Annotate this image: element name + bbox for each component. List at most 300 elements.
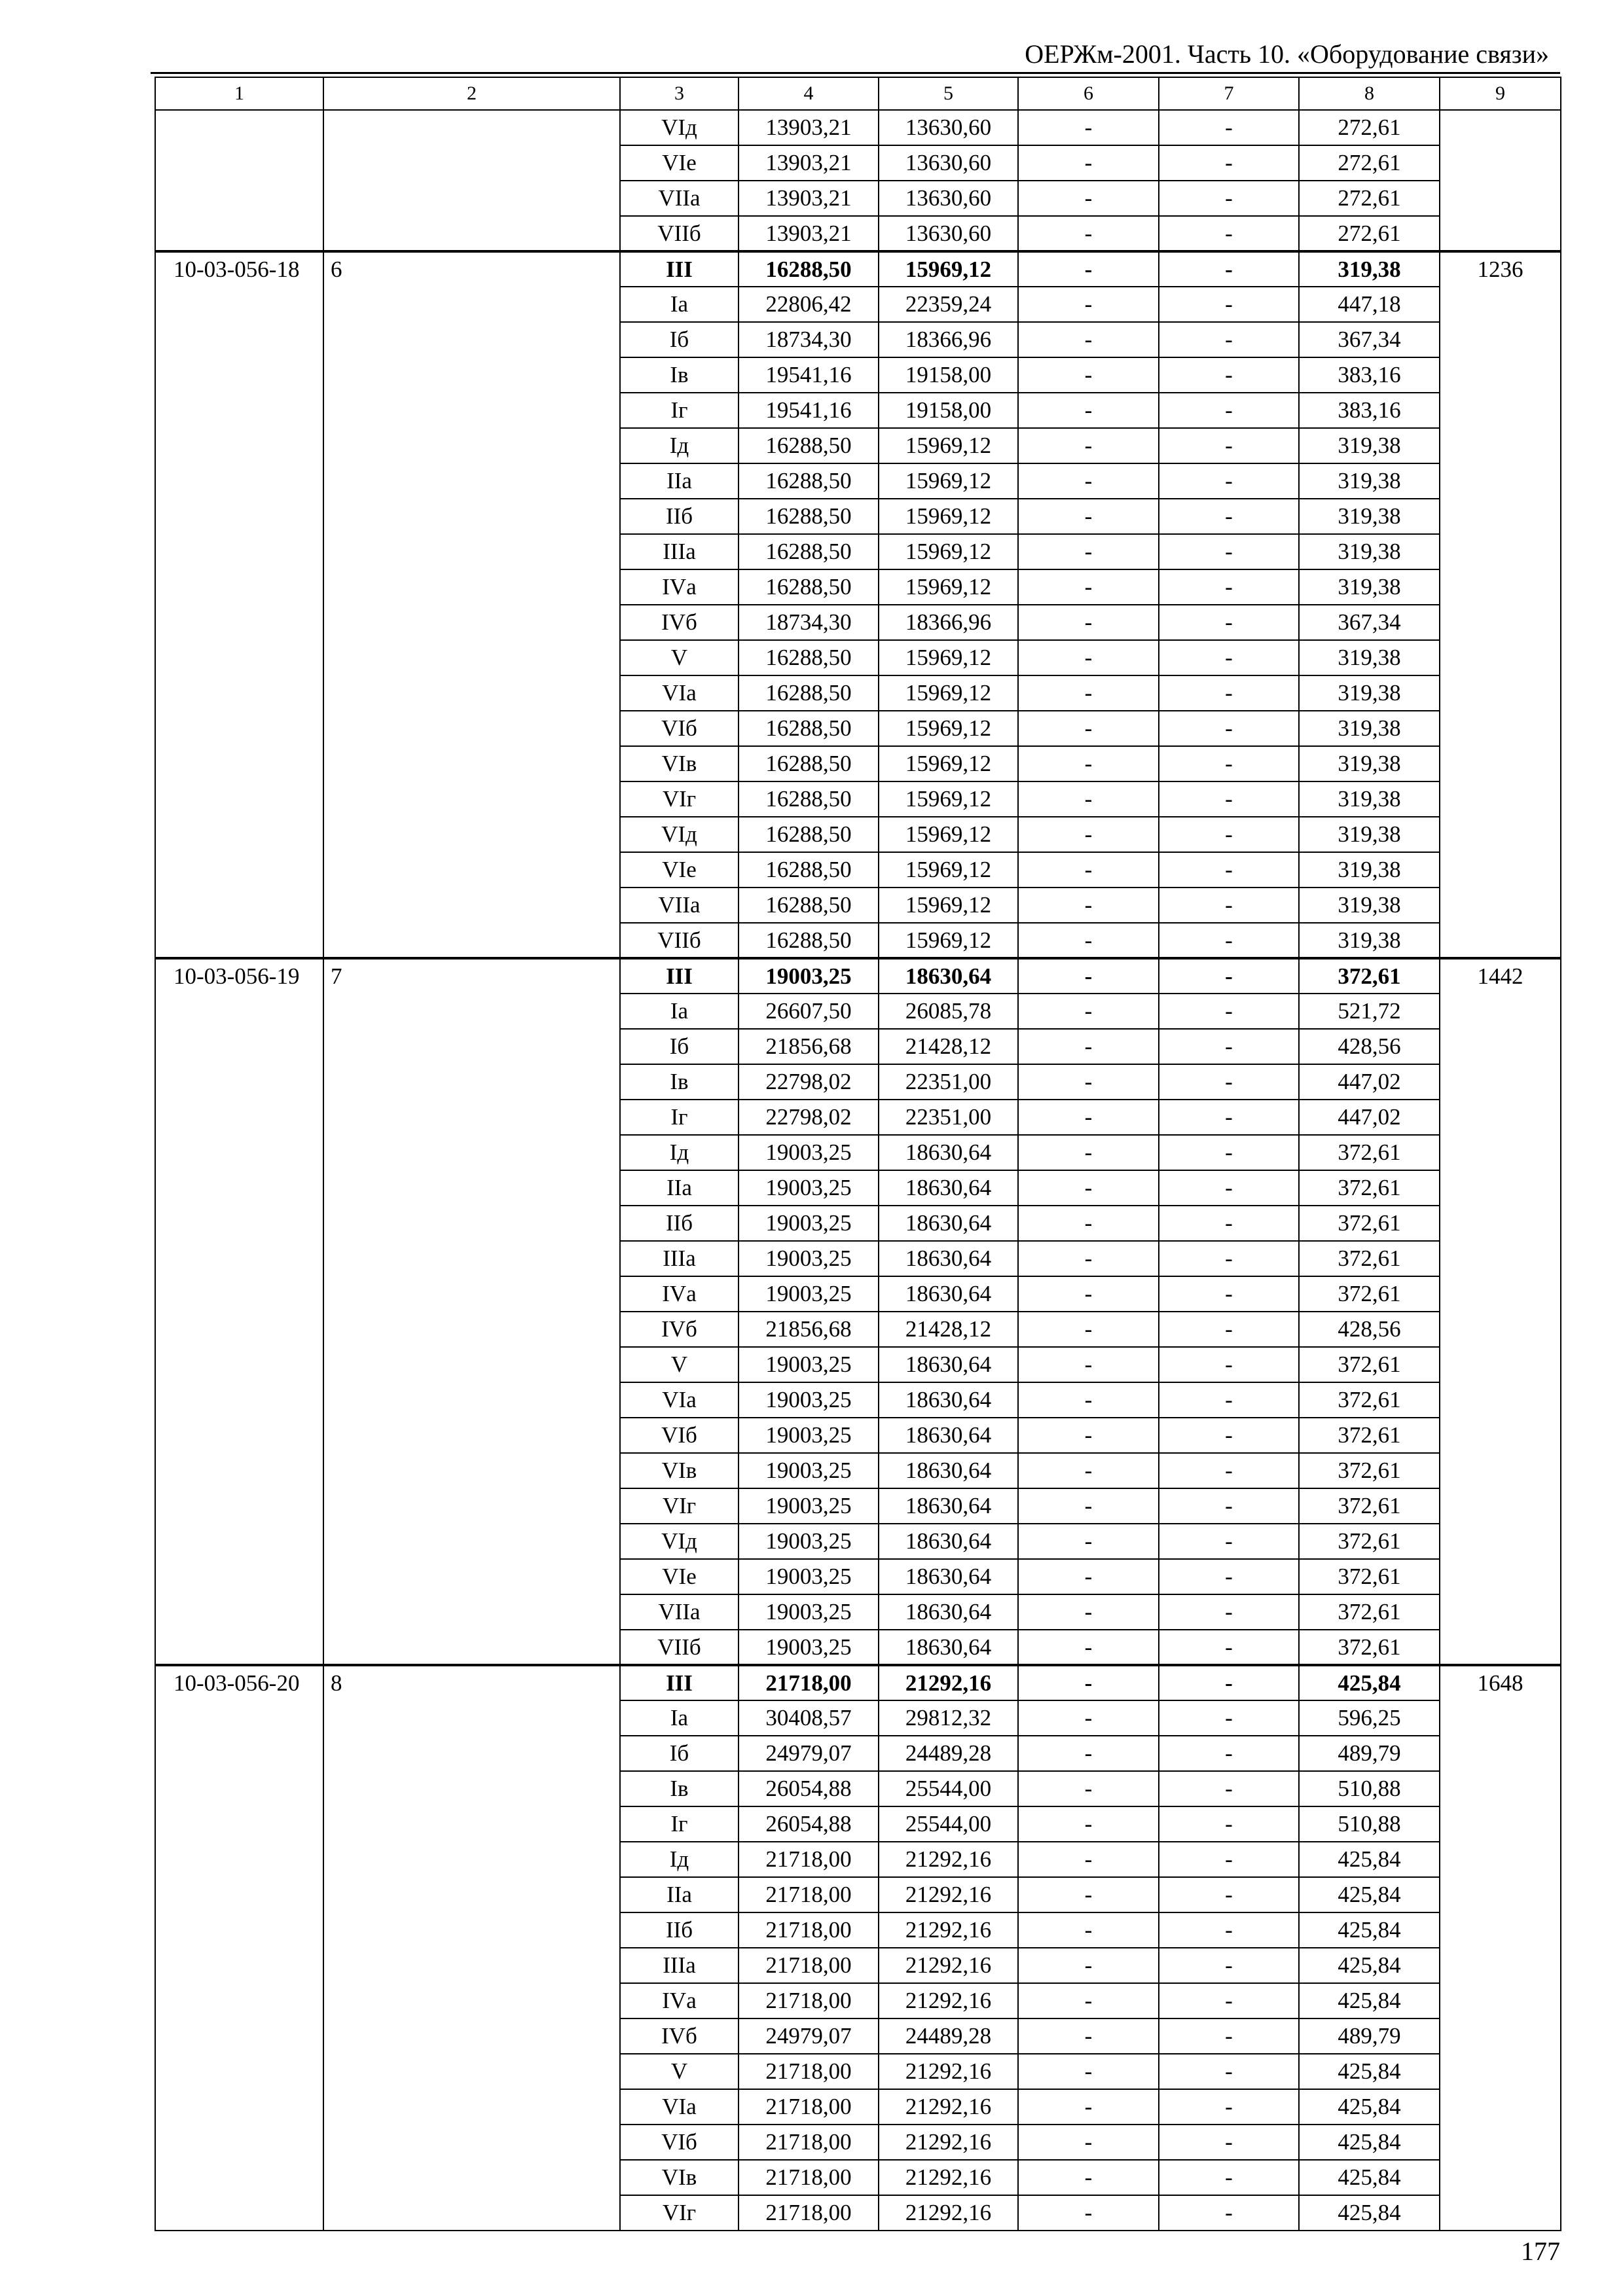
page-number: 177 xyxy=(1521,2236,1560,2266)
value-cell-4: 24979,07 xyxy=(739,1736,879,1771)
value-cell-7: - xyxy=(1159,499,1299,534)
value-cell-7: - xyxy=(1159,1877,1299,1912)
value-cell-8: 425,84 xyxy=(1299,2125,1440,2160)
value-cell-6: - xyxy=(1018,1206,1159,1241)
zone-cell: VIе xyxy=(620,145,739,181)
value-cell-4: 19003,25 xyxy=(739,1241,879,1276)
value-cell-8: 425,84 xyxy=(1299,2160,1440,2195)
value-cell-6: - xyxy=(1018,923,1159,958)
value-cell-4: 19003,25 xyxy=(739,1276,879,1312)
total-cell: 1648 xyxy=(1440,1665,1561,2231)
value-cell-7: - xyxy=(1159,1453,1299,1488)
value-cell-8: 372,61 xyxy=(1299,1453,1440,1488)
code-cell: 10-03-056-20 xyxy=(155,1665,323,2231)
value-cell-6: - xyxy=(1018,994,1159,1029)
value-cell-4: 16288,50 xyxy=(739,781,879,817)
value-cell-7: - xyxy=(1159,287,1299,322)
value-cell-7: - xyxy=(1159,605,1299,640)
value-cell-7: - xyxy=(1159,1842,1299,1877)
value-cell-7: - xyxy=(1159,2160,1299,2195)
value-cell-5: 21292,16 xyxy=(879,1842,1018,1877)
zone-cell: VIа xyxy=(620,2089,739,2125)
value-cell-7: - xyxy=(1159,1665,1299,1700)
value-cell-8: 319,38 xyxy=(1299,251,1440,287)
value-cell-4: 19003,25 xyxy=(739,1594,879,1630)
value-cell-4: 24979,07 xyxy=(739,2018,879,2054)
value-cell-4: 21718,00 xyxy=(739,1877,879,1912)
zone-cell: VIа xyxy=(620,1382,739,1418)
value-cell-7: - xyxy=(1159,1912,1299,1948)
value-cell-5: 15969,12 xyxy=(879,499,1018,534)
zone-cell: VIIа xyxy=(620,888,739,923)
zone-cell: VIIб xyxy=(620,1630,739,1665)
value-cell-6: - xyxy=(1018,1948,1159,1983)
value-cell-5: 15969,12 xyxy=(879,251,1018,287)
value-cell-7: - xyxy=(1159,1736,1299,1771)
value-cell-6: - xyxy=(1018,2054,1159,2089)
value-cell-7: - xyxy=(1159,1206,1299,1241)
value-cell-6: - xyxy=(1018,357,1159,393)
value-cell-4: 21718,00 xyxy=(739,2089,879,2125)
zone-cell: V xyxy=(620,640,739,675)
zone-cell: IIIа xyxy=(620,1241,739,1276)
value-cell-8: 272,61 xyxy=(1299,110,1440,145)
value-cell-6: - xyxy=(1018,781,1159,817)
value-cell-6: - xyxy=(1018,534,1159,569)
value-cell-5: 18630,64 xyxy=(879,1418,1018,1453)
value-cell-5: 26085,78 xyxy=(879,994,1018,1029)
value-cell-4: 19003,25 xyxy=(739,1170,879,1206)
value-cell-8: 319,38 xyxy=(1299,499,1440,534)
column-header: 1 xyxy=(155,77,323,110)
zone-cell: Iа xyxy=(620,287,739,322)
zone-cell: V xyxy=(620,1347,739,1382)
value-cell-8: 272,61 xyxy=(1299,145,1440,181)
zone-cell: VIа xyxy=(620,675,739,711)
value-cell-5: 18630,64 xyxy=(879,1630,1018,1665)
value-cell-5: 13630,60 xyxy=(879,145,1018,181)
value-cell-7: - xyxy=(1159,640,1299,675)
value-cell-8: 372,61 xyxy=(1299,1382,1440,1418)
value-cell-8: 425,84 xyxy=(1299,2089,1440,2125)
zone-cell: Iв xyxy=(620,1771,739,1806)
value-cell-4: 16288,50 xyxy=(739,499,879,534)
value-cell-5: 13630,60 xyxy=(879,110,1018,145)
value-cell-8: 372,61 xyxy=(1299,1241,1440,1276)
value-cell-8: 425,84 xyxy=(1299,1665,1440,1700)
value-cell-5: 15969,12 xyxy=(879,817,1018,852)
value-cell-6: - xyxy=(1018,251,1159,287)
rates-table-container xyxy=(155,77,1560,2231)
value-cell-7: - xyxy=(1159,1135,1299,1170)
value-cell-8: 425,84 xyxy=(1299,2054,1440,2089)
zone-cell: VIг xyxy=(620,781,739,817)
value-cell-8: 372,61 xyxy=(1299,1418,1440,1453)
zone-cell: V xyxy=(620,2054,739,2089)
value-cell-6: - xyxy=(1018,110,1159,145)
value-cell-8: 425,84 xyxy=(1299,1912,1440,1948)
value-cell-4: 21718,00 xyxy=(739,2125,879,2160)
value-cell-4: 16288,50 xyxy=(739,463,879,499)
value-cell-5: 21292,16 xyxy=(879,2195,1018,2231)
value-cell-8: 425,84 xyxy=(1299,1842,1440,1877)
zone-cell: IIIа xyxy=(620,534,739,569)
value-cell-4: 21718,00 xyxy=(739,2054,879,2089)
value-cell-5: 21292,16 xyxy=(879,1948,1018,1983)
value-cell-8: 425,84 xyxy=(1299,1983,1440,2018)
value-cell-6: - xyxy=(1018,1559,1159,1594)
value-cell-5: 18630,64 xyxy=(879,958,1018,994)
value-cell-5: 18630,64 xyxy=(879,1241,1018,1276)
zone-cell: Iг xyxy=(620,1100,739,1135)
value-cell-7: - xyxy=(1159,2195,1299,2231)
value-cell-5: 18630,64 xyxy=(879,1382,1018,1418)
value-cell-4: 21856,68 xyxy=(739,1029,879,1064)
value-cell-5: 21292,16 xyxy=(879,1877,1018,1912)
value-cell-7: - xyxy=(1159,569,1299,605)
value-cell-5: 15969,12 xyxy=(879,463,1018,499)
value-cell-5: 15969,12 xyxy=(879,428,1018,463)
value-cell-8: 372,61 xyxy=(1299,1276,1440,1312)
value-cell-7: - xyxy=(1159,958,1299,994)
value-cell-6: - xyxy=(1018,1912,1159,1948)
zone-cell: Iа xyxy=(620,994,739,1029)
zone-cell: IIа xyxy=(620,1877,739,1912)
column-header: 3 xyxy=(620,77,739,110)
value-cell-4: 21718,00 xyxy=(739,1948,879,1983)
zone-cell: Iд xyxy=(620,1842,739,1877)
value-cell-8: 383,16 xyxy=(1299,393,1440,428)
value-cell-7: - xyxy=(1159,1312,1299,1347)
value-cell-5: 21292,16 xyxy=(879,2125,1018,2160)
value-cell-6: - xyxy=(1018,1382,1159,1418)
zone-cell: III xyxy=(620,1665,739,1700)
value-cell-8: 319,38 xyxy=(1299,746,1440,781)
zone-cell: VIг xyxy=(620,1488,739,1524)
value-cell-6: - xyxy=(1018,640,1159,675)
document-header-title: ОЕРЖм-2001. Часть 10. «Оборудование связи» xyxy=(1025,39,1549,69)
value-cell-4: 19003,25 xyxy=(739,1488,879,1524)
value-cell-4: 16288,50 xyxy=(739,428,879,463)
value-cell-5: 22351,00 xyxy=(879,1100,1018,1135)
value-cell-6: - xyxy=(1018,888,1159,923)
value-cell-5: 15969,12 xyxy=(879,746,1018,781)
zone-cell: Iв xyxy=(620,357,739,393)
value-cell-5: 18630,64 xyxy=(879,1488,1018,1524)
zone-cell: IVа xyxy=(620,569,739,605)
zone-cell: VIб xyxy=(620,711,739,746)
value-cell-7: - xyxy=(1159,1347,1299,1382)
value-cell-8: 372,61 xyxy=(1299,1630,1440,1665)
value-cell-4: 16288,50 xyxy=(739,817,879,852)
value-cell-5: 29812,32 xyxy=(879,1700,1018,1736)
table-row xyxy=(155,1665,1561,1700)
value-cell-5: 18630,64 xyxy=(879,1559,1018,1594)
value-cell-7: - xyxy=(1159,781,1299,817)
number-cell: 8 xyxy=(323,1665,620,2231)
value-cell-7: - xyxy=(1159,428,1299,463)
value-cell-8: 383,16 xyxy=(1299,357,1440,393)
value-cell-5: 22359,24 xyxy=(879,287,1018,322)
value-cell-4: 26607,50 xyxy=(739,994,879,1029)
value-cell-5: 18630,64 xyxy=(879,1206,1018,1241)
value-cell-5: 15969,12 xyxy=(879,852,1018,888)
value-cell-8: 372,61 xyxy=(1299,1559,1440,1594)
zone-cell: III xyxy=(620,251,739,287)
value-cell-8: 447,18 xyxy=(1299,287,1440,322)
value-cell-8: 272,61 xyxy=(1299,181,1440,216)
value-cell-6: - xyxy=(1018,1170,1159,1206)
value-cell-4: 13903,21 xyxy=(739,181,879,216)
zone-cell: VIг xyxy=(620,2195,739,2231)
value-cell-7: - xyxy=(1159,1488,1299,1524)
zone-cell: VIб xyxy=(620,1418,739,1453)
value-cell-8: 319,38 xyxy=(1299,640,1440,675)
value-cell-7: - xyxy=(1159,2089,1299,2125)
value-cell-4: 18734,30 xyxy=(739,605,879,640)
value-cell-7: - xyxy=(1159,817,1299,852)
code-cell xyxy=(155,145,323,181)
value-cell-4: 21856,68 xyxy=(739,1312,879,1347)
value-cell-5: 18366,96 xyxy=(879,605,1018,640)
value-cell-7: - xyxy=(1159,1594,1299,1630)
value-cell-8: 319,38 xyxy=(1299,569,1440,605)
value-cell-6: - xyxy=(1018,2089,1159,2125)
code-cell xyxy=(155,181,323,216)
column-header: 4 xyxy=(739,77,879,110)
value-cell-8: 447,02 xyxy=(1299,1100,1440,1135)
value-cell-6: - xyxy=(1018,499,1159,534)
value-cell-8: 272,61 xyxy=(1299,216,1440,251)
code-cell: 10-03-056-18 xyxy=(155,251,323,958)
value-cell-7: - xyxy=(1159,675,1299,711)
zone-cell: Iб xyxy=(620,1736,739,1771)
column-header: 8 xyxy=(1299,77,1440,110)
value-cell-7: - xyxy=(1159,357,1299,393)
value-cell-8: 367,34 xyxy=(1299,322,1440,357)
value-cell-6: - xyxy=(1018,1312,1159,1347)
header-rule xyxy=(151,72,1560,74)
value-cell-4: 19003,25 xyxy=(739,1347,879,1382)
value-cell-5: 13630,60 xyxy=(879,181,1018,216)
value-cell-8: 372,61 xyxy=(1299,1524,1440,1559)
value-cell-5: 22351,00 xyxy=(879,1064,1018,1100)
value-cell-6: - xyxy=(1018,1700,1159,1736)
value-cell-8: 319,38 xyxy=(1299,675,1440,711)
value-cell-5: 18630,64 xyxy=(879,1276,1018,1312)
value-cell-6: - xyxy=(1018,1630,1159,1665)
value-cell-7: - xyxy=(1159,1029,1299,1064)
value-cell-6: - xyxy=(1018,2018,1159,2054)
value-cell-7: - xyxy=(1159,711,1299,746)
value-cell-5: 15969,12 xyxy=(879,675,1018,711)
value-cell-8: 319,38 xyxy=(1299,428,1440,463)
total-cell xyxy=(1440,145,1561,181)
column-header: 5 xyxy=(879,77,1018,110)
number-cell: 6 xyxy=(323,251,620,958)
value-cell-4: 19541,16 xyxy=(739,357,879,393)
table-row xyxy=(155,145,1561,181)
value-cell-7: - xyxy=(1159,1948,1299,1983)
value-cell-8: 319,38 xyxy=(1299,711,1440,746)
table-row xyxy=(155,181,1561,216)
value-cell-4: 21718,00 xyxy=(739,1912,879,1948)
value-cell-7: - xyxy=(1159,1170,1299,1206)
value-cell-4: 21718,00 xyxy=(739,1665,879,1700)
value-cell-8: 372,61 xyxy=(1299,1347,1440,1382)
value-cell-5: 21292,16 xyxy=(879,2089,1018,2125)
value-cell-7: - xyxy=(1159,994,1299,1029)
value-cell-6: - xyxy=(1018,1877,1159,1912)
value-cell-4: 21718,00 xyxy=(739,2160,879,2195)
value-cell-7: - xyxy=(1159,1382,1299,1418)
value-cell-5: 15969,12 xyxy=(879,923,1018,958)
value-cell-7: - xyxy=(1159,1983,1299,2018)
value-cell-6: - xyxy=(1018,2195,1159,2231)
value-cell-7: - xyxy=(1159,216,1299,251)
value-cell-4: 30408,57 xyxy=(739,1700,879,1736)
value-cell-6: - xyxy=(1018,1064,1159,1100)
rates-table xyxy=(155,77,1561,2231)
value-cell-5: 15969,12 xyxy=(879,781,1018,817)
zone-cell: IIа xyxy=(620,463,739,499)
value-cell-5: 15969,12 xyxy=(879,640,1018,675)
value-cell-4: 21718,00 xyxy=(739,1983,879,2018)
value-cell-6: - xyxy=(1018,322,1159,357)
value-cell-7: - xyxy=(1159,1630,1299,1665)
value-cell-6: - xyxy=(1018,1100,1159,1135)
value-cell-6: - xyxy=(1018,711,1159,746)
value-cell-5: 18630,64 xyxy=(879,1594,1018,1630)
value-cell-6: - xyxy=(1018,1241,1159,1276)
zone-cell: IIб xyxy=(620,499,739,534)
value-cell-6: - xyxy=(1018,145,1159,181)
value-cell-7: - xyxy=(1159,746,1299,781)
value-cell-6: - xyxy=(1018,1135,1159,1170)
value-cell-8: 428,56 xyxy=(1299,1312,1440,1347)
value-cell-7: - xyxy=(1159,534,1299,569)
column-header: 6 xyxy=(1018,77,1159,110)
value-cell-4: 19003,25 xyxy=(739,1630,879,1665)
value-cell-4: 19003,25 xyxy=(739,958,879,994)
zone-cell: Iг xyxy=(620,393,739,428)
zone-cell: IVа xyxy=(620,1983,739,2018)
value-cell-7: - xyxy=(1159,1771,1299,1806)
zone-cell: III xyxy=(620,958,739,994)
code-cell xyxy=(155,110,323,145)
value-cell-8: 489,79 xyxy=(1299,2018,1440,2054)
value-cell-4: 16288,50 xyxy=(739,251,879,287)
value-cell-8: 319,38 xyxy=(1299,888,1440,923)
value-cell-5: 15969,12 xyxy=(879,711,1018,746)
number-cell: 7 xyxy=(323,958,620,1665)
value-cell-8: 319,38 xyxy=(1299,852,1440,888)
number-cell xyxy=(323,110,620,145)
value-cell-4: 19003,25 xyxy=(739,1524,879,1559)
table-body xyxy=(155,110,1561,2231)
value-cell-8: 372,61 xyxy=(1299,1170,1440,1206)
value-cell-5: 15969,12 xyxy=(879,569,1018,605)
zone-cell: VIв xyxy=(620,1453,739,1488)
value-cell-4: 21718,00 xyxy=(739,1842,879,1877)
value-cell-5: 21292,16 xyxy=(879,2160,1018,2195)
value-cell-4: 26054,88 xyxy=(739,1771,879,1806)
value-cell-6: - xyxy=(1018,1983,1159,2018)
value-cell-7: - xyxy=(1159,888,1299,923)
value-cell-4: 16288,50 xyxy=(739,534,879,569)
value-cell-5: 24489,28 xyxy=(879,1736,1018,1771)
value-cell-4: 16288,50 xyxy=(739,746,879,781)
value-cell-8: 425,84 xyxy=(1299,1948,1440,1983)
value-cell-7: - xyxy=(1159,1418,1299,1453)
value-cell-8: 372,61 xyxy=(1299,1206,1440,1241)
value-cell-4: 19003,25 xyxy=(739,1453,879,1488)
value-cell-6: - xyxy=(1018,181,1159,216)
value-cell-5: 21292,16 xyxy=(879,2054,1018,2089)
zone-cell: VIв xyxy=(620,2160,739,2195)
value-cell-4: 16288,50 xyxy=(739,569,879,605)
value-cell-6: - xyxy=(1018,1736,1159,1771)
value-cell-6: - xyxy=(1018,852,1159,888)
zone-cell: VIд xyxy=(620,110,739,145)
column-header: 2 xyxy=(323,77,620,110)
zone-cell: VIв xyxy=(620,746,739,781)
value-cell-8: 372,61 xyxy=(1299,958,1440,994)
zone-cell: VIIа xyxy=(620,181,739,216)
value-cell-6: - xyxy=(1018,1806,1159,1842)
code-cell: 10-03-056-19 xyxy=(155,958,323,1665)
value-cell-5: 21292,16 xyxy=(879,1665,1018,1700)
zone-cell: VIб xyxy=(620,2125,739,2160)
value-cell-7: - xyxy=(1159,1064,1299,1100)
value-cell-5: 21428,12 xyxy=(879,1029,1018,1064)
total-cell xyxy=(1440,181,1561,216)
value-cell-8: 596,25 xyxy=(1299,1700,1440,1736)
value-cell-7: - xyxy=(1159,110,1299,145)
value-cell-8: 447,02 xyxy=(1299,1064,1440,1100)
value-cell-6: - xyxy=(1018,428,1159,463)
value-cell-5: 21292,16 xyxy=(879,1912,1018,1948)
value-cell-4: 21718,00 xyxy=(739,2195,879,2231)
value-cell-8: 425,84 xyxy=(1299,1877,1440,1912)
value-cell-6: - xyxy=(1018,1418,1159,1453)
value-cell-5: 21428,12 xyxy=(879,1312,1018,1347)
value-cell-6: - xyxy=(1018,1842,1159,1877)
value-cell-5: 25544,00 xyxy=(879,1806,1018,1842)
value-cell-4: 22798,02 xyxy=(739,1100,879,1135)
value-cell-5: 19158,00 xyxy=(879,393,1018,428)
value-cell-4: 13903,21 xyxy=(739,216,879,251)
value-cell-8: 319,38 xyxy=(1299,817,1440,852)
value-cell-5: 25544,00 xyxy=(879,1771,1018,1806)
value-cell-4: 16288,50 xyxy=(739,888,879,923)
value-cell-6: - xyxy=(1018,817,1159,852)
value-cell-6: - xyxy=(1018,287,1159,322)
value-cell-6: - xyxy=(1018,393,1159,428)
zone-cell: VIд xyxy=(620,1524,739,1559)
value-cell-7: - xyxy=(1159,1276,1299,1312)
value-cell-6: - xyxy=(1018,1453,1159,1488)
value-cell-4: 16288,50 xyxy=(739,923,879,958)
zone-cell: IVб xyxy=(620,2018,739,2054)
value-cell-4: 18734,30 xyxy=(739,322,879,357)
value-cell-8: 489,79 xyxy=(1299,1736,1440,1771)
value-cell-8: 372,61 xyxy=(1299,1594,1440,1630)
zone-cell: VIд xyxy=(620,817,739,852)
value-cell-4: 26054,88 xyxy=(739,1806,879,1842)
value-cell-7: - xyxy=(1159,1559,1299,1594)
value-cell-8: 521,72 xyxy=(1299,994,1440,1029)
